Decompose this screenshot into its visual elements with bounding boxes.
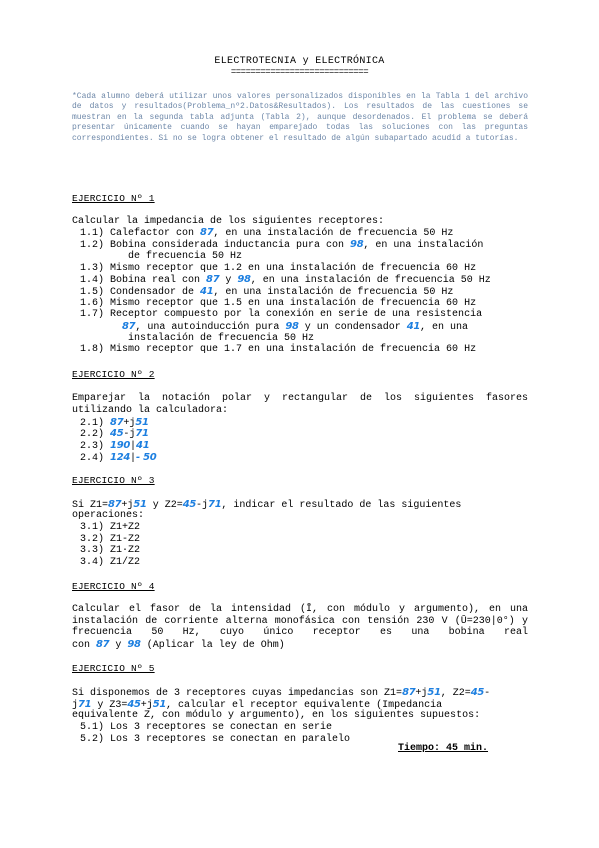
item-1-2: 1.2) Bobina considerada inductancia pura con 98, en una instalación xyxy=(80,239,484,251)
item-1-6: 1.6) Mismo receptor que 1.5 en una instalación de frecuencia 60 Hz xyxy=(80,298,477,309)
handwritten-value: 71 xyxy=(78,699,92,710)
handwritten-value: 87 xyxy=(110,417,124,428)
handwritten-value: 51 xyxy=(427,687,441,698)
item-2-4: 2.4) 124|- 50 xyxy=(80,452,157,464)
item-1-7-cont2: instalación de frecuencia 50 Hz xyxy=(128,333,315,344)
handwritten-c: 41 xyxy=(200,286,214,297)
time-limit: Tiempo: 45 min. xyxy=(398,743,489,754)
handwritten-value: 87 xyxy=(96,639,110,650)
handwritten-value: 51 xyxy=(152,699,167,710)
handwritten-r: 87 xyxy=(200,227,214,238)
item-1-4: 1.4) Bobina real con 87 y 98, en una instalación de frecuencia 50 Hz xyxy=(80,274,491,286)
exercise-5-line-2: j71 y Z3=45+j51, calcular el receptor equivalente (Impedancia xyxy=(72,699,443,711)
handwritten-l: 98 xyxy=(350,239,364,250)
exercise-1-intro: Calcular la impedancia de los siguientes receptores: xyxy=(72,216,385,227)
exercise-3-intro-cont: operaciones: xyxy=(72,510,145,521)
handwritten-value: 45 xyxy=(110,428,124,439)
handwritten-value: 71 xyxy=(135,428,149,439)
item-5-1: 5.1) Los 3 receptores se conectan en serie xyxy=(80,722,333,733)
instructions-note: *Cada alumno deberá utilizar unos valores personalizados disponibles en la Tabla 1 del archivo de datos y resultados(Problema_nº2.Datos&Resultados). Los resultados de las cuestiones se muestran en la segunda tabla adjunta (Tabla 2), aunque desordenados. El problema se deberá presentar únicamente cuando se hayan emparejado todas las soluciones con las preguntas correspondientes. Si no se logra obtener el resultado de algún subapartado acudid a tutorías. xyxy=(72,92,528,143)
exercise-1-heading: EJERCICIO Nº 1 xyxy=(72,193,155,204)
handwritten-value: 51 xyxy=(133,499,147,510)
item-1-5: 1.5) Condensador de 41, en una instalación de frecuencia 50 Hz xyxy=(80,286,454,298)
item-3-1: 3.1) Z1+Z2 xyxy=(80,522,141,533)
item-1-8: 1.8) Mismo receptor que 1.7 en una instalación de frecuencia 60 Hz xyxy=(80,344,477,355)
handwritten-value: 51 xyxy=(135,417,149,428)
exercise-4-text: Calcular el fasor de la intensidad (Ī, con módulo y argumento), en una instalación de corriente alterna monofásica con tensión 230 V (Ū=230|0°) y frecuencia 50 Hz, cuyo único receptor es una bobina real xyxy=(72,604,528,639)
item-1-7: 1.7) Receptor compuesto por la conexión en serie de una resistencia xyxy=(80,309,483,320)
exercise-2-intro: Emparejar la notación polar y rectangular de los siguientes fasores utilizando la calculadora: xyxy=(72,393,528,416)
handwritten-value: 124 xyxy=(110,452,131,463)
exercise-3-heading: EJERCICIO Nº 3 xyxy=(72,475,155,486)
handwritten-value: 98 xyxy=(237,274,251,285)
exercise-5-line-3: equivalente Z, con módulo y argumento), en los siguientes supuestos: xyxy=(72,710,481,721)
exercise-2-heading: EJERCICIO Nº 2 xyxy=(72,369,155,380)
item-3-4: 3.4) Z1/Z2 xyxy=(80,557,141,568)
handwritten-value: - 50 xyxy=(136,452,157,463)
item-1-1: 1.1) Calefactor con 87, en una instalación de frecuencia 50 Hz xyxy=(80,227,454,239)
item-3-2: 3.2) Z1-Z2 xyxy=(80,534,141,545)
item-1-3: 1.3) Mismo receptor que 1.2 en una instalación de frecuencia 60 Hz xyxy=(80,263,477,274)
item-2-3: 2.3) 190|41 xyxy=(80,440,150,452)
handwritten-value: 45 xyxy=(127,699,141,710)
title-underline: ============================ xyxy=(230,67,369,77)
handwritten-value: 41 xyxy=(406,321,421,332)
item-1-2-cont: de frecuencia 50 Hz xyxy=(128,251,243,262)
handwritten-value: 87 xyxy=(108,499,122,510)
handwritten-value: 41 xyxy=(136,440,150,451)
item-2-1: 2.1) 87+j51 xyxy=(80,417,149,429)
handwritten-value: 87 xyxy=(206,274,220,285)
exercise-5-heading: EJERCICIO Nº 5 xyxy=(72,663,155,674)
exercise-5-line-1: Si disponemos de 3 receptores cuyas impedancias son Z1=87+j51, Z2=45- xyxy=(72,687,491,699)
handwritten-value: 98 xyxy=(285,321,299,332)
item-3-3: 3.3) Z1·Z2 xyxy=(80,545,141,556)
exercise-4-text-end: con 87 y 98 (Aplicar la ley de Ohm) xyxy=(72,639,285,651)
document-title: ELECTROTECNIA y ELECTRÓNICA xyxy=(214,56,385,67)
handwritten-value: 87 xyxy=(122,321,136,332)
item-1-7-cont: 87, una autoinducción pura 98 y un condensador 41, en una xyxy=(122,321,469,333)
item-5-2: 5.2) Los 3 receptores se conectan en paralelo xyxy=(80,734,351,745)
handwritten-value: 190 xyxy=(110,440,131,451)
item-2-2: 2.2) 45-j71 xyxy=(80,428,149,440)
handwritten-value: 87 xyxy=(402,687,416,698)
exercise-3-intro: Si Z1=87+j51 y Z2=45-j71, indicar el resultado de las siguientes xyxy=(72,499,462,511)
exercise-4-heading: EJERCICIO Nº 4 xyxy=(72,581,155,592)
handwritten-value: 98 xyxy=(127,639,141,650)
handwritten-value: 45 xyxy=(470,687,485,698)
handwritten-value: 71 xyxy=(208,499,222,510)
handwritten-value: 45 xyxy=(182,499,197,510)
